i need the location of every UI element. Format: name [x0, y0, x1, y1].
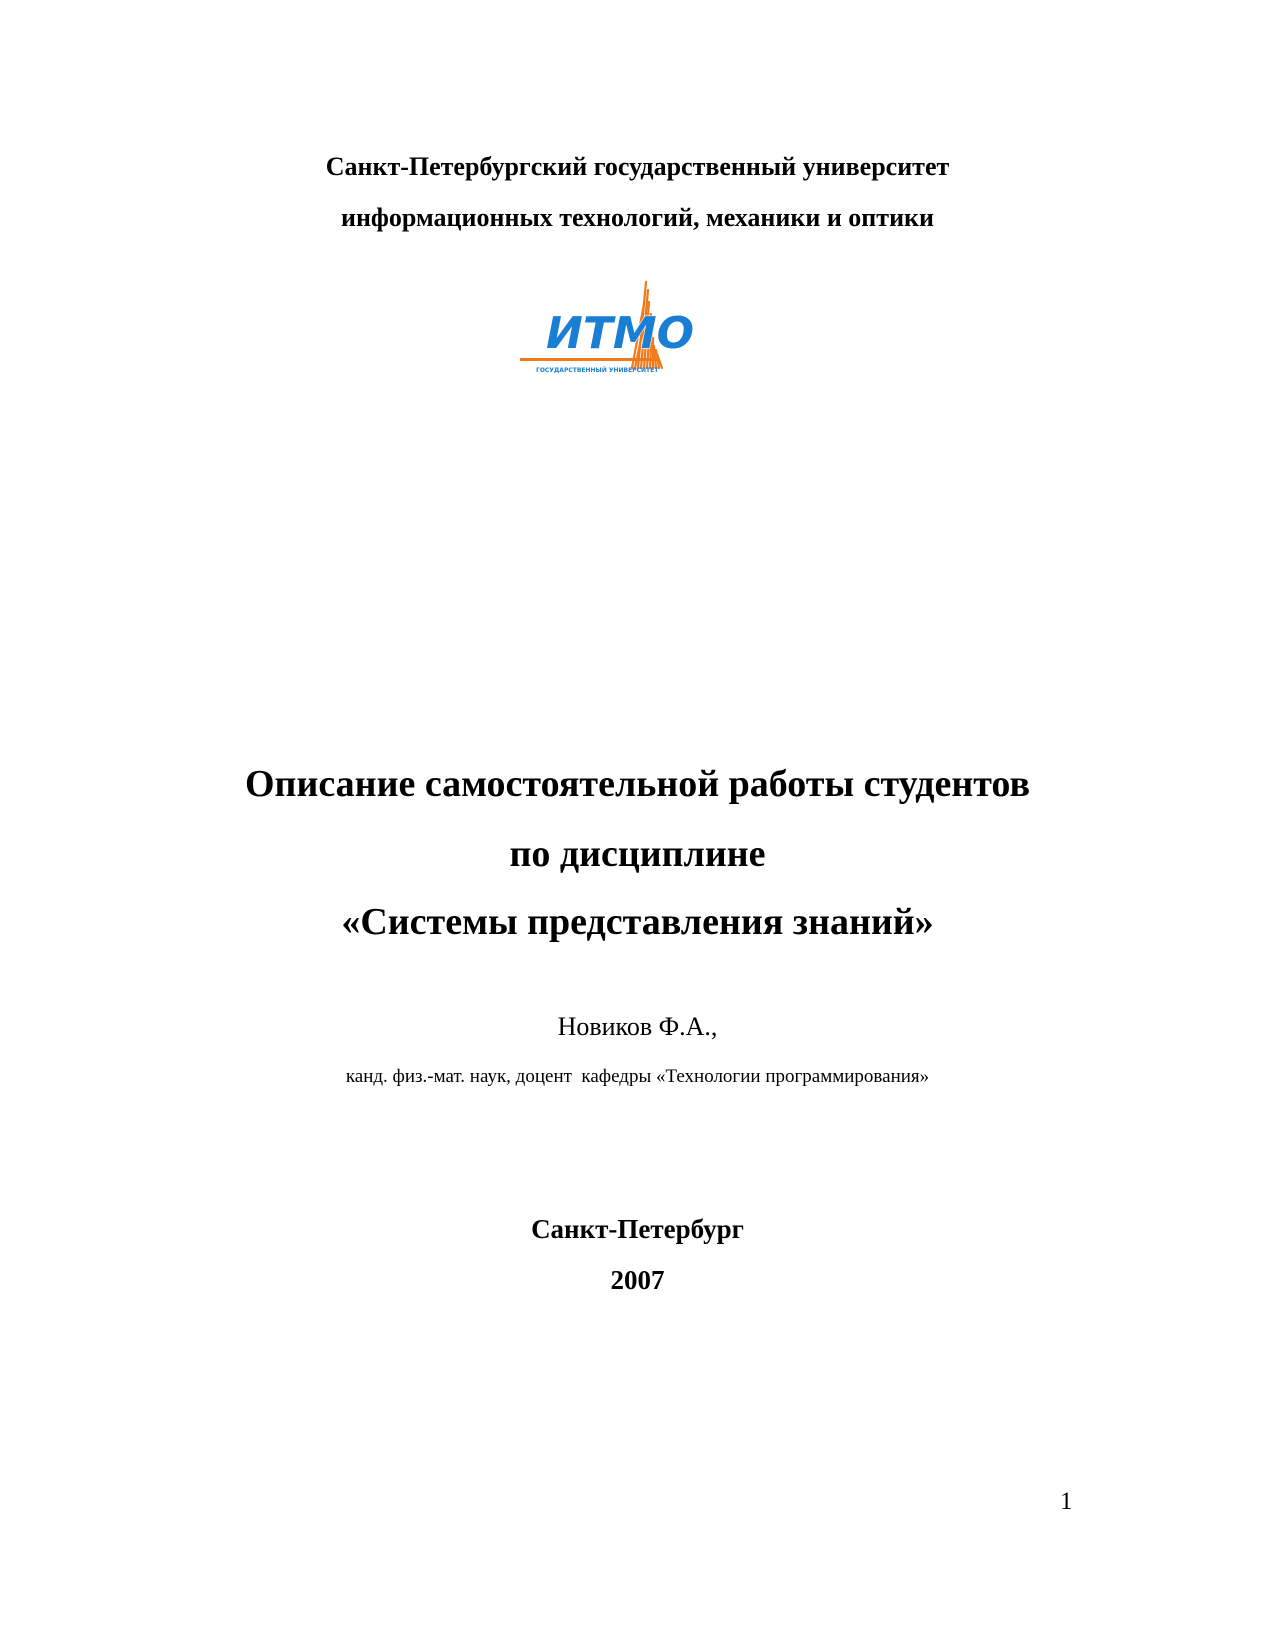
university-name-line-1: Санкт-Петербургский государственный университет [325, 152, 950, 181]
author-name: Новиков Ф.А., [557, 1012, 718, 1041]
itmo-logo [520, 280, 696, 376]
university-name-line-2: информационных технологий, механики и оптики [340, 203, 935, 232]
document-title-line-1: Описание самостоятельной работы студентов [245, 763, 1030, 805]
publication-city: Санкт-Петербург [531, 1214, 744, 1244]
logo-subtext: ГОСУДАРСТВЕННЫЙ УНИВЕРСИТЕТ [536, 367, 659, 374]
publication-year: 2007 [610, 1265, 665, 1295]
document-title-line-2: по дисциплине [509, 833, 766, 875]
author-credentials: канд. физ.-мат. наук, доцент кафедры «Технологии программирования» [345, 1066, 930, 1087]
page-number: 1 [1060, 1488, 1073, 1515]
document-title-line-3: «Системы представления знаний» [341, 901, 934, 943]
logo-text: ИТМО [546, 308, 695, 359]
